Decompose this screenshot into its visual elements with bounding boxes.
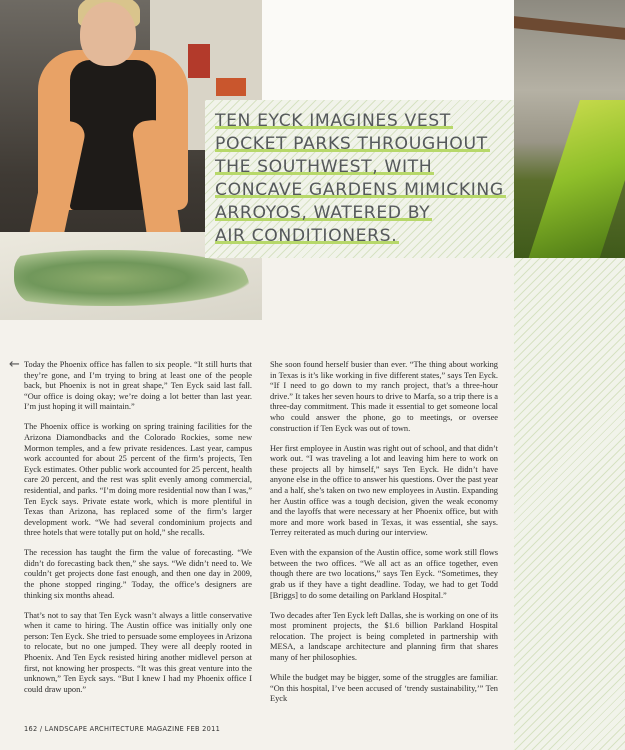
paragraph: Even with the expansion of the Austin office, some work still flows between the two offices. “We all act as an office together, even though there are two locations,” says Ten Eyck. “Sometimes, they grab us if they have a tight deadline. Today, we had to get Todd [Briggs] to do some detailing on Parkland Hospital.” — [270, 548, 498, 600]
paragraph: Two decades after Ten Eyck left Dallas, she is working on one of its most prominent projects, the $1.6 billion Parkland Hospital relocation. The project is being completed in partnership with MESA, a landscape architecture and planning firm that shares many of her philosophies. — [270, 610, 498, 663]
paragraph: Today the Phoenix office has fallen to six people. “It still hurts that they’re gone, and I’m trying to bring at least one of the people back, but Phoenix is not in great shape,” Ten Eyck said last fall. “Our office is doing okay; we’re doing a lot better than last year. I’m just hoping it will maintain.” — [24, 360, 252, 412]
pull-quote — [205, 100, 514, 258]
paragraph: While the budget may be bigger, some of the struggles are familiar. “On this hospital, I’ve been accused of ‘trendy sustainability,’” Ten Eyck — [270, 673, 498, 704]
pull-quote-line: TEN EYCK IMAGINES VEST — [215, 111, 451, 131]
left-arrow-icon: ← — [9, 357, 20, 372]
article-column-left — [24, 360, 252, 705]
article-column-right — [270, 360, 498, 714]
pull-quote-line: AIR CONDITIONERS. — [215, 226, 398, 246]
paragraph: Her first employee in Austin was right out of school, and that didn’t work out. “I was traveling a lot and leaving him here to work on these projects all by himself,” says Ten Eyck. He didn’t have anyone else in the office to answer his questions. Over the past year and a half, she’s taken on two new employees in Austin. Expanding her Austin office was a tough decision, given the weak economy and the layoffs that were necessary at her Phoenix office, but with more and more work based in Texas, it was essential, she says. Terrey reiterated as much during our interview. — [270, 443, 498, 538]
garden-photo — [514, 0, 625, 258]
page-footer: 162 / LANDSCAPE ARCHITECTURE MAGAZINE FEB 2011 — [24, 725, 221, 733]
pull-quote-line: POCKET PARKS THROUGHOUT — [215, 134, 488, 154]
site-plan-drawing — [14, 250, 250, 306]
pull-quote-line: THE SOUTHWEST, WITH — [215, 157, 433, 177]
pull-quote-line: ARROYOS, WATERED BY — [215, 203, 431, 223]
decorative-hatch-band — [514, 258, 625, 750]
paragraph: She soon found herself busier than ever. “The thing about working in Texas is it’s like working in five different states,” says Ten Eyck. “If I need to go down to my ranch project, that’s a three-hour drive.” It takes her seven hours to drive to Marfa, so a trip there is a three-day commitment. This made it essential to get someone local who could answer the phone, go to meetings, or oversee construction if Ten Eyck was out of town. — [270, 360, 498, 433]
paragraph: The recession has taught the firm the value of forecasting. “We didn’t do forecasting back then,” she says. “We didn’t need to. We couldn’t get projects done fast enough, and then one day in 2009, the phone stopped ringing.” Today, the office’s designers are thinking six months ahead. — [24, 548, 252, 600]
paragraph: The Phoenix office is working on spring training facilities for the Arizona Diamondbacks and the Colorado Rockies, some new Mormon temples, and a few private residences. Last year, campus work accounted for about 25 percent of the firm’s projects, Ten Eyck estimates. Other public work accounted for 25 percent, health care 20 percent, and the rest was split evenly among commercial, residential, and parks. “I’m doing more residential now than I was,” Ten Eyck says. Private estate work, which is more plentiful in Texas than Arizona, has replaced some of the firm’s larger development work. “We had several condominium projects and three hotels that were totally put on hold,” she recalls. — [24, 422, 252, 538]
pull-quote-line: CONCAVE GARDENS MIMICKING — [215, 180, 504, 200]
paragraph: That’s not to say that Ten Eyck wasn’t always a little conservative when it came to hiring. The Austin office was initially only one person: Ten Eyck. She tried to persuade some employees in Arizona to relocate, but no one jumped. They were all deeply rooted in Phoenix. And Ten Eyck resisted hiring another midlevel person at first, not knowing her prospects. “It was this great venture into the unknown,” Ten Eyck says. “But I knew I had my Phoenix office I could draw upon.” — [24, 610, 252, 694]
